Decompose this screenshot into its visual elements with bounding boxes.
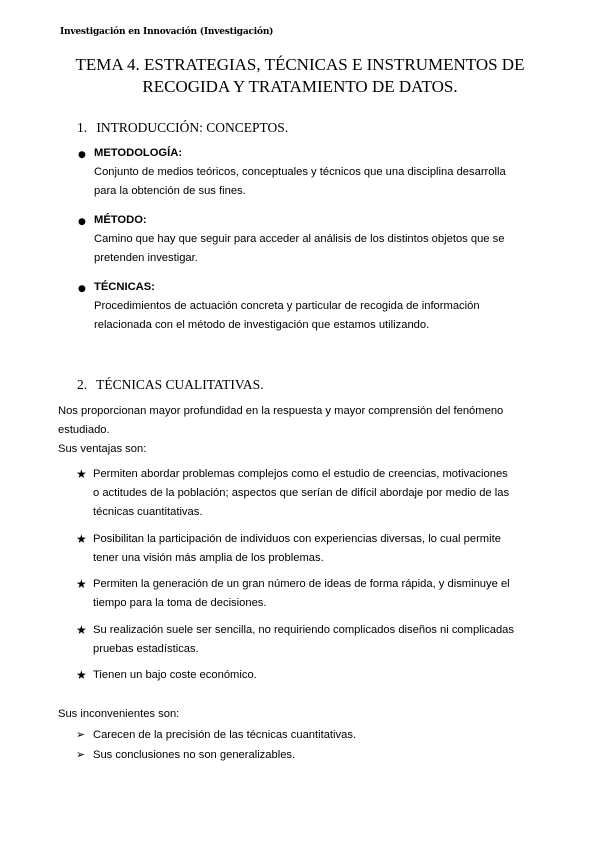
advantage-item	[93, 666, 553, 685]
disadvantage-item: Carecen de la precisión de las técnicas cuantitativas.	[93, 729, 357, 741]
advantage-line: Tienen un bajo coste económico.	[93, 669, 257, 681]
disadvantages-label: Sus inconvenientes son:	[58, 708, 180, 720]
disadvantage-item: Sus conclusiones no son generalizables.	[93, 749, 296, 761]
document-title: TEMA 4. ESTRATEGIAS, TÉCNICAS E INSTRUMENTOS DE RECOGIDA Y TRATAMIENTO DE DATOS.	[75, 55, 525, 96]
section-1-heading-text: INTRODUCCIÓN: CONCEPTOS.	[96, 120, 289, 135]
advantage-item	[93, 575, 553, 613]
black-circle-bullet-icon: ●	[78, 217, 86, 227]
section-2-heading: 2. TÉCNICAS CUALITATIVAS.	[77, 377, 264, 392]
definition-line: Camino que hay que seguir para acceder al análisis de los distintos objetos que se	[94, 233, 505, 245]
section-2-heading-text: TÉCNICAS CUALITATIVAS.	[96, 377, 264, 392]
term-label: METODOLOGÍA:	[94, 147, 183, 159]
black-circle-bullet-icon: ●	[78, 284, 86, 294]
black-star-icon: ★	[76, 668, 87, 682]
advantages-label: Sus ventajas son:	[58, 443, 147, 455]
term-label: MÉTODO:	[94, 214, 147, 226]
black-star-icon: ★	[76, 467, 87, 481]
black-star-icon: ★	[76, 623, 87, 637]
definition-metodo	[94, 211, 554, 268]
term-label: TÉCNICAS:	[94, 281, 155, 293]
advantage-item	[93, 530, 553, 568]
section-2-intro	[58, 402, 548, 459]
intro-line: estudiado.	[58, 424, 110, 436]
definition-line: Procedimientos de actuación concreta y particular de recogida de información	[94, 300, 480, 312]
definition-metodologia	[94, 144, 554, 201]
intro-line: Nos proporcionan mayor profundidad en la respuesta y mayor comprensión del fenómeno	[58, 405, 504, 417]
advantage-line: Permiten abordar problemas complejos como el estudio de creencias, motivaciones	[93, 468, 508, 480]
advantage-item	[93, 465, 553, 522]
definition-tecnicas	[94, 278, 554, 335]
black-star-icon: ★	[76, 532, 87, 546]
arrowhead-right-icon: ➢	[76, 748, 86, 761]
arrowhead-right-icon: ➢	[76, 728, 86, 741]
advantage-line: pruebas estadísticas.	[93, 643, 199, 655]
advantage-line: tiempo para la toma de decisiones.	[93, 597, 267, 609]
black-star-icon: ★	[76, 577, 87, 591]
advantage-line: o actitudes de la población; aspectos que serían de difícil abordaje por medio de las	[93, 487, 510, 499]
advantage-line: técnicas cuantitativas.	[93, 506, 203, 518]
definition-line: pretenden investigar.	[94, 252, 198, 264]
running-header: Investigación en Innovación (Investigación)	[60, 27, 274, 37]
advantage-line: Posibilitan la participación de individuos con experiencias diversas, lo cual permite	[93, 533, 501, 545]
definition-line: relacionada con el método de investigación que estamos utilizando.	[94, 319, 430, 331]
advantage-line: tener una visión más amplia de los problemas.	[93, 552, 324, 564]
advantage-line: Permiten la generación de un gran número de ideas de forma rápida, y disminuye el	[93, 578, 510, 590]
section-1-heading: 1. INTRODUCCIÓN: CONCEPTOS.	[77, 120, 289, 135]
definition-line: para la obtención de sus fines.	[94, 185, 246, 197]
black-circle-bullet-icon: ●	[78, 150, 86, 160]
advantage-line: Su realización suele ser sencilla, no requiriendo complicados diseños ni complicadas	[93, 624, 515, 636]
definition-line: Conjunto de medios teóricos, conceptuales y técnicos que una disciplina desarrolla	[94, 166, 506, 178]
advantage-item	[93, 621, 553, 659]
